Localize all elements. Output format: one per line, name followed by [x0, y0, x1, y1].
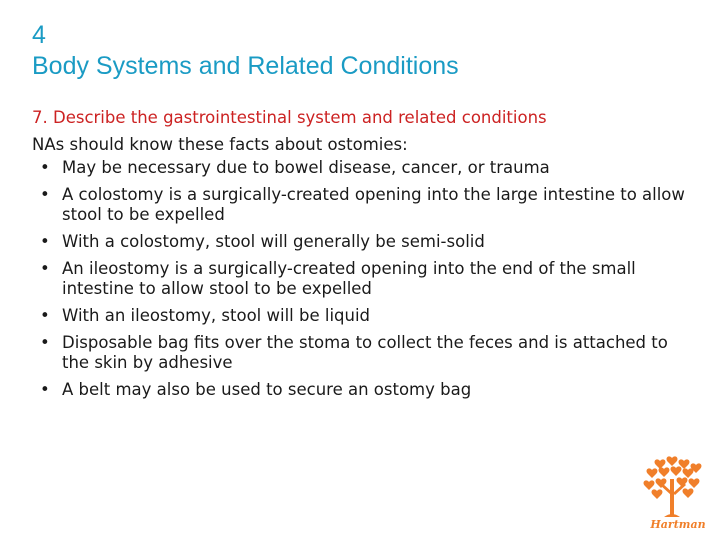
- bullet-item: • A belt may also be used to secure an ostomy bag: [62, 380, 692, 400]
- logo-wordmark: Hartman: [650, 518, 706, 531]
- bullet-item: • May be necessary due to bowel disease, cancer, or trauma: [62, 158, 692, 178]
- bullet-item: • An ileostomy is a surgically-created opening into the end of the small intestine to allow stool to be expelled: [62, 259, 692, 299]
- intro-text: NAs should know these facts about ostomies:: [32, 135, 408, 154]
- section-heading: 7. Describe the gastrointestinal system and related conditions: [32, 108, 547, 127]
- bullet-item: • A colostomy is a surgically-created opening into the large intestine to allow stool to be expelled: [62, 185, 692, 225]
- bullet-item: • With an ileostomy, stool will be liquid: [62, 306, 692, 326]
- chapter-title: Body Systems and Related Conditions: [32, 52, 459, 80]
- slide-title: [32, 20, 459, 82]
- bullet-item: • With a colostomy, stool will generally be semi-solid: [62, 232, 692, 252]
- bullet-item: • Disposable bag fits over the stoma to collect the feces and is attached to the skin by adhesive: [62, 333, 692, 373]
- chapter-number: 4: [32, 21, 46, 49]
- slide-content: [32, 104, 692, 407]
- bullet-list: [32, 158, 692, 400]
